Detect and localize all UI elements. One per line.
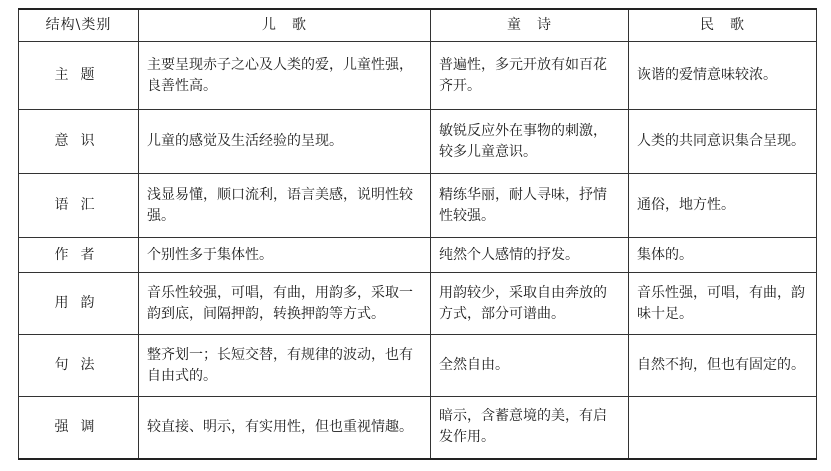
cell-folk-song: 诙谐的爱情意味较浓。 <box>629 42 817 110</box>
cell-children-poem: 纯然个人感情的抒发。 <box>431 238 629 273</box>
cell-folk-song: 集体的。 <box>629 238 817 273</box>
cell-children-poem: 精练华丽，耐人寻味，抒情性较强。 <box>431 174 629 238</box>
row-label: 句法 <box>19 335 139 397</box>
cell-children-poem: 全然自由。 <box>431 335 629 397</box>
row-label: 用韵 <box>19 273 139 335</box>
cell-folk-song: 音乐性强，可唱，有曲，韵味十足。 <box>629 273 817 335</box>
comparison-table-wrapper <box>18 8 816 460</box>
table-row <box>19 42 817 110</box>
cell-folk-song: 自然不拘，但也有固定的。 <box>629 335 817 397</box>
cell-nursery-rhyme: 整齐划一；长短交替，有规律的波动，也有自由式的。 <box>139 335 431 397</box>
cell-folk-song: 通俗，地方性。 <box>629 174 817 238</box>
cell-children-poem: 普遍性，多元开放有如百花齐开。 <box>431 42 629 110</box>
cell-folk-song <box>629 397 817 459</box>
header-children-poem: 童 诗 <box>431 9 629 42</box>
cell-children-poem: 用韵较少，采取自由奔放的方式，部分可谱曲。 <box>431 273 629 335</box>
comparison-table <box>18 8 817 460</box>
cell-nursery-rhyme: 浅显易懂，顺口流利，语言美感，说明性较强。 <box>139 174 431 238</box>
table-row <box>19 397 817 459</box>
cell-nursery-rhyme: 主要呈现赤子之心及人类的爱，儿童性强，良善性高。 <box>139 42 431 110</box>
table-row <box>19 335 817 397</box>
table-row <box>19 174 817 238</box>
cell-nursery-rhyme: 个别性多于集体性。 <box>139 238 431 273</box>
row-label: 语汇 <box>19 174 139 238</box>
row-label: 主题 <box>19 42 139 110</box>
table-header-row <box>19 9 817 42</box>
header-folk-song: 民 歌 <box>629 9 817 42</box>
cell-nursery-rhyme: 儿童的感觉及生活经验的呈现。 <box>139 110 431 174</box>
header-nursery-rhyme: 儿 歌 <box>139 9 431 42</box>
table-row <box>19 273 817 335</box>
cell-nursery-rhyme: 较直接、明示，有实用性，但也重视情趣。 <box>139 397 431 459</box>
row-label: 作者 <box>19 238 139 273</box>
header-corner: 结构\类别 <box>19 9 139 42</box>
cell-folk-song: 人类的共同意识集合呈现。 <box>629 110 817 174</box>
table-row <box>19 238 817 273</box>
row-label: 强调 <box>19 397 139 459</box>
row-label: 意识 <box>19 110 139 174</box>
cell-children-poem: 敏锐反应外在事物的刺激，较多儿童意识。 <box>431 110 629 174</box>
table-row <box>19 110 817 174</box>
cell-nursery-rhyme: 音乐性较强，可唱，有曲，用韵多，采取一韵到底，间隔押韵，转换押韵等方式。 <box>139 273 431 335</box>
cell-children-poem: 暗示，含蓄意境的美，有启发作用。 <box>431 397 629 459</box>
